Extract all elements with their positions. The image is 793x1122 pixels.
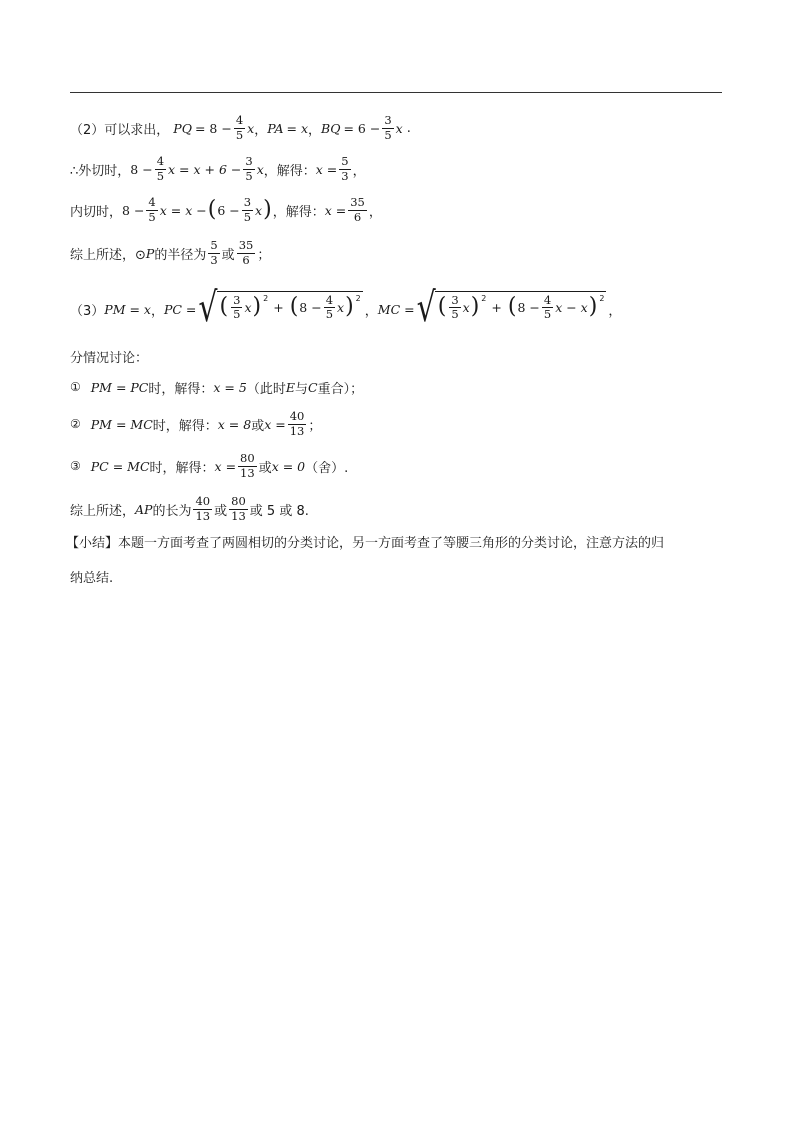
pa-symbol: PA <box>267 120 284 136</box>
fraction: $\frac{4}{5}$ <box>156 154 165 183</box>
solve-text: 时，解得： <box>152 418 218 434</box>
point-c: C <box>307 379 318 395</box>
var-x: x <box>255 202 263 218</box>
summary-prefix: 综上所述，⊙ <box>70 247 146 263</box>
case-number: ② <box>70 417 81 431</box>
result: x = <box>214 458 237 474</box>
solve-text: ，解得： <box>263 163 316 179</box>
expr: x = x − <box>159 202 207 218</box>
note-line-1 <box>66 526 665 556</box>
summary-ap-line <box>70 489 309 529</box>
bq-symbol: BQ <box>321 120 341 136</box>
sqrt-pc: √ ( $\frac{3}{5}$ x ) $^2$ + ( 8 − $\frac{4}{5}$ x ) $^2$ <box>198 284 361 332</box>
comma: ， <box>352 163 366 179</box>
result: x = 8 <box>217 416 252 432</box>
case-condition: PM = MC <box>90 416 153 432</box>
comma: ， <box>254 122 268 138</box>
solve-text: ，解得： <box>272 204 325 220</box>
comma: ， <box>364 303 378 319</box>
fraction: $\frac{4}{5}$ <box>148 195 156 224</box>
period: . <box>406 120 411 136</box>
pc-eq: PC = <box>163 301 197 317</box>
note: （此时 <box>246 381 286 397</box>
var-x: x <box>256 161 264 177</box>
case-3 <box>70 446 348 486</box>
fraction: $\frac{3}{5}$ <box>384 113 392 142</box>
expr: x = x + 6 − <box>168 161 242 177</box>
note: 与 <box>294 381 308 397</box>
case-1 <box>70 367 363 407</box>
cases-intro-text: 分情况讨论： <box>70 350 149 366</box>
part-label: （3） <box>70 303 105 319</box>
mc-eq: MC = <box>377 301 415 317</box>
expr: 8 − <box>130 161 153 177</box>
fraction: $\frac{35}{6}$ <box>238 238 254 267</box>
fraction: $\frac{80}{13}$ <box>240 451 255 480</box>
summary-mid: 的长为 <box>152 503 192 519</box>
case-number: ① <box>70 380 81 394</box>
note-line-2 <box>70 561 113 591</box>
or-text: 或 <box>221 247 235 263</box>
fraction: $\frac{40}{13}$ <box>195 494 211 523</box>
point-p: P <box>145 245 155 261</box>
case-condition: PM = PC <box>90 379 149 395</box>
fraction: $\frac{35}{6}$ <box>350 195 365 224</box>
fraction: $\frac{40}{13}$ <box>289 409 305 438</box>
summary-rest: 或 5 或 8. <box>249 503 309 519</box>
sqrt-mc: √ ( $\frac{3}{5}$ x ) $^2$ + ( 8 − $\frac{4}{5}$ x − x ) $^2$ <box>416 284 605 332</box>
fraction: $\frac{5}{3}$ <box>341 154 349 183</box>
note-text: 【小结】本题一方面考查了两圆相切的分类讨论，另一方面考查了等腰三角形的分类讨论，注意方法的归 <box>66 535 665 551</box>
result: x = 5 <box>213 379 247 395</box>
note: （舍）. <box>305 460 349 476</box>
result: x = 0 <box>271 458 306 474</box>
summary-mid: 的半径为 <box>154 247 207 263</box>
comma: ， <box>608 303 622 319</box>
header-rule <box>70 92 722 93</box>
fraction: $\frac{3}{5}$ <box>245 154 253 183</box>
result: x = <box>324 202 347 218</box>
case-number: ③ <box>70 459 81 473</box>
paren-open: ( <box>207 196 217 222</box>
external-tangent-line <box>70 149 366 189</box>
internal-prefix: 内切时， <box>70 204 123 220</box>
note-text: 纳总结. <box>70 570 114 586</box>
pq-eq: = 8 − <box>194 120 232 136</box>
case-condition: PC = MC <box>90 458 150 474</box>
result: x = <box>264 416 286 432</box>
comma: ， <box>368 204 382 220</box>
case-2 <box>70 404 321 444</box>
summary-radius-line <box>70 233 270 273</box>
paren-close: ) <box>263 196 272 222</box>
comma: ， <box>150 303 164 319</box>
segment-ap: AP <box>135 501 153 517</box>
solve-text: 时，解得： <box>149 460 215 476</box>
fraction: $\frac{3}{5}$ <box>243 195 252 224</box>
expr: 6 − <box>217 202 240 218</box>
solve-text: 时，解得： <box>148 381 214 397</box>
comma: ， <box>308 122 322 138</box>
fraction: $\frac{5}{3}$ <box>210 238 218 267</box>
or-text: 或 <box>214 503 228 519</box>
note: 重合）； <box>317 381 364 397</box>
part2-line <box>70 108 411 148</box>
part3-line <box>70 286 621 332</box>
semicolon: ； <box>257 247 271 263</box>
or-text: 或 <box>251 418 265 434</box>
var-x: x <box>247 120 255 136</box>
external-prefix: ∴外切时， <box>70 163 131 179</box>
point-e: E <box>285 379 295 395</box>
part-label: （2） <box>70 122 105 138</box>
pq-symbol: PQ <box>173 120 192 136</box>
result: x = <box>315 161 338 177</box>
var-x: x <box>395 120 403 136</box>
expr: 8 − <box>122 202 145 218</box>
bq-eq: = 6 − <box>343 120 381 136</box>
pa-eq: = x <box>286 120 309 136</box>
or-text: 或 <box>258 460 272 476</box>
summary-prefix: 综上所述， <box>70 503 136 519</box>
semicolon: ； <box>308 418 322 434</box>
fraction: $\frac{4}{5}$ <box>235 113 244 142</box>
fraction: $\frac{80}{13}$ <box>231 494 246 523</box>
internal-tangent-line <box>70 190 382 230</box>
pm-eq: PM = x <box>104 301 151 317</box>
part2-text: 可以求出， <box>104 122 170 138</box>
